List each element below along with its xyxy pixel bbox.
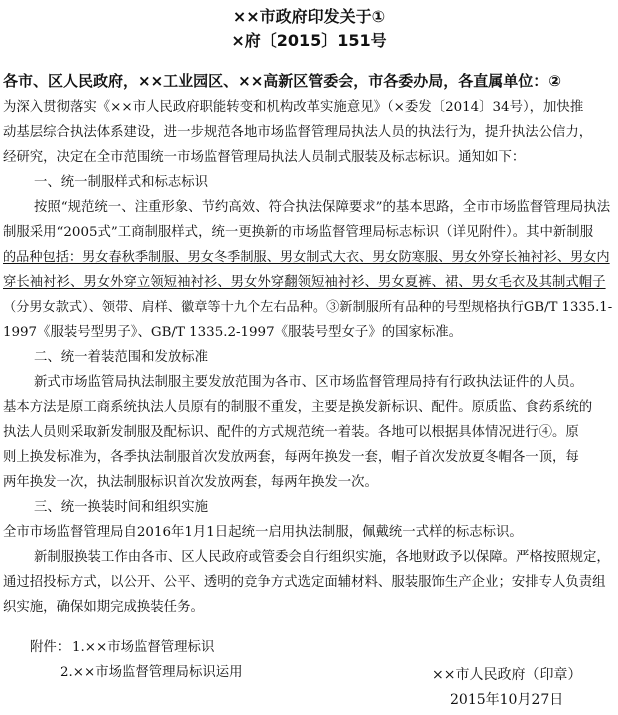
paragraph-line: 织实施，确保如期完成换装任务。 xyxy=(3,600,204,615)
section-heading: 三、统一换装时间和组织实施 xyxy=(34,500,209,515)
paragraph-line: 1997《服装号型男子》、GB/T 1335.2-1997《服装号型女子》的国家标准。 xyxy=(3,325,463,340)
paragraph-line: 基本方法是原工商系统执法人员原有的制服不重发，主要是换发新标识、配件。原质监、食药系统的 xyxy=(3,400,593,415)
paragraph-line: （分男女款式）、领带、肩样、徽章等十九个左右品种。③新制服所有品种的号型规格执行GB/T 1335.1- xyxy=(3,300,613,315)
document-number: ×府〔2015〕151号 xyxy=(231,31,387,50)
intro-line: 动基层综合执法体系建设，进一步规范各地市场监督管理局执法人员的执法行为，提升执法公信力， xyxy=(3,125,593,140)
paragraph-line: 制服采用“2005式”工商制服样式，统一更换新的市场监督管理局标志标识（详见附件）。其中新制服 xyxy=(3,225,594,240)
attachments-label: 附件： xyxy=(30,640,71,655)
intro-line: 为深入贯彻落实《××市人民政府职能转变和机构改革实施意见》（×委发〔2014〕34号），加快推 xyxy=(3,100,584,115)
paragraph-line: 全市市场监督管理局自2016年1月1日起统一启用执法制服，佩戴统一式样的标志标识。 xyxy=(3,525,523,540)
section-heading: 二、统一着装范围和发放标准 xyxy=(34,350,209,365)
paragraph-line: 执法人员则采取新发制服及配标识、配件的方式规范统一着装。各地可以根据具体情况进行④。原 xyxy=(3,425,579,440)
document-title: ××市政府印发关于① xyxy=(232,7,386,26)
paragraph-line: 通过招投标方式，以公开、公平、透明的竞争方式选定面辅材料、服装服饰生产企业；安排专人负责组 xyxy=(3,575,606,590)
attachment-item: 1.××市场监督管理标识 xyxy=(72,640,215,655)
paragraph-line: 则上换发标准为，各季执法制服首次发放两套，每两年换发一套，帽子首次发放夏冬帽各一顶，每 xyxy=(3,450,579,465)
paragraph-line: 的品种包括：男女春秋季制服、男女冬季制服、男女制式大衣、男女防寒服、男女外穿长袖衬衫、男女内 xyxy=(3,250,610,265)
issuing-organization: ××市人民政府（印章） xyxy=(432,667,582,683)
paragraph-line: 新式市场监管局执法制服主要发放范围为各市、区市场监督管理局持有行政执法证件的人员。 xyxy=(34,375,584,390)
paragraph-line: 按照“规范统一、注重形象、节约高效、符合执法保障要求”的基本思路，全市市场监督管理局执法 xyxy=(34,200,611,215)
issue-date: 2015年10月27日 xyxy=(450,692,564,708)
paragraph-line: 新制服换装工作由各市、区人民政府或管委会自行组织实施，各地财政予以保障。严格按照规定， xyxy=(34,550,610,565)
paragraph-line: 穿长袖衬衫、男女外穿立领短袖衬衫、男女外穿翻领短袖衬衫、男女夏裤、裙、男女毛衣及其制式帽子 xyxy=(3,275,606,290)
paragraph-line: 两年换发一次，执法制服标识首次发放两套，每两年换发一次。 xyxy=(3,475,378,490)
intro-line: 经研究，决定在全市范围统一市场监督管理局执法人员制式服装及标志标识。通知如下： xyxy=(3,150,526,165)
addressee: 各市、区人民政府，××工业园区、××高新区管委会，市各委办局，各直属单位：② xyxy=(3,72,561,90)
section-heading: 一、统一制服样式和标志标识 xyxy=(34,175,209,190)
attachment-item: 2.××市场监督管理局标识运用 xyxy=(60,665,243,680)
